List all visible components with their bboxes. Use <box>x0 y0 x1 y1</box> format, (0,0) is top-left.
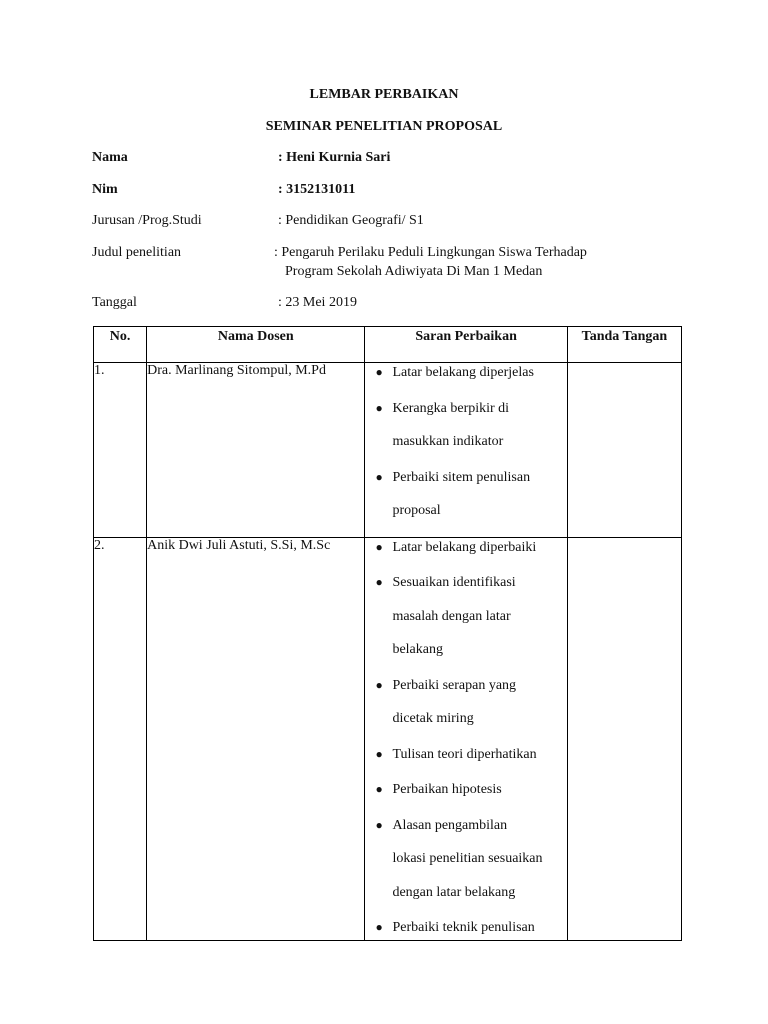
suggestion-item: ● Sesuaikan identifikasi masalah dengan latar belakang <box>375 575 516 657</box>
row-number: 1. <box>94 363 147 538</box>
field-nama-value: : Heni Kurnia Sari <box>278 150 391 165</box>
table-row <box>94 537 682 941</box>
field-nim-label: Nim <box>92 182 118 197</box>
bullet-icon: ● <box>375 469 383 484</box>
field-tanggal-value: : 23 Mei 2019 <box>278 295 357 310</box>
suggestion-list <box>365 363 566 537</box>
signature-cell <box>567 363 681 538</box>
field-tanggal-label: Tanggal <box>92 295 137 310</box>
suggestion-item: ● Perbaikan hipotesis <box>375 782 502 797</box>
suggestion-item: ● Latar belakang diperbaiki <box>375 539 537 555</box>
field-nama <box>92 150 692 170</box>
bullet-icon: ● <box>375 677 383 692</box>
field-judul-value-line1: : Pengaruh Perilaku Peduli Lingkungan Siswa Terhadap <box>274 245 587 260</box>
suggestions-cell <box>365 363 567 538</box>
header-nama-dosen: Nama Dosen <box>147 327 365 363</box>
suggestion-item: ● Kerangka berpikir di masukkan indikator <box>375 400 510 449</box>
field-jurusan <box>92 213 692 233</box>
bullet-icon: ● <box>375 746 383 761</box>
field-jurusan-label: Jurusan /Prog.Studi <box>92 213 202 228</box>
suggestion-item: ● Perbaiki teknik penulisan <box>375 920 535 935</box>
suggestion-item: ● Perbaiki serapan yang dicetak miring <box>375 677 517 726</box>
document-subtitle: SEMINAR PENELITIAN PROPOSAL <box>265 119 503 134</box>
field-nim <box>92 182 692 202</box>
header-tanda-tangan: Tanda Tangan <box>567 327 681 363</box>
bullet-icon: ● <box>375 575 383 589</box>
bullet-icon: ● <box>375 539 383 554</box>
bullet-icon: ● <box>375 782 383 796</box>
lecturer-name: Anik Dwi Juli Astuti, S.Si, M.Sc <box>147 537 365 941</box>
suggestions-cell <box>365 537 567 941</box>
document-title: LEMBAR PERBAIKAN <box>309 87 459 102</box>
bullet-icon: ● <box>375 365 383 379</box>
bullet-icon: ● <box>375 400 383 415</box>
suggestion-item: ● Latar belakang diperjelas <box>375 365 534 380</box>
table-header-row <box>94 327 682 363</box>
field-jurusan-value: : Pendidikan Geografi/ S1 <box>278 213 424 228</box>
header-no: No. <box>94 327 147 363</box>
field-judul <box>92 245 692 285</box>
bullet-icon: ● <box>375 920 383 934</box>
field-nim-value: : 3152131011 <box>278 182 356 197</box>
lecturer-name: Dra. Marlinang Sitompul, M.Pd <box>147 363 365 538</box>
header-saran-perbaikan: Saran Perbaikan <box>365 327 567 363</box>
suggestion-item: ● Perbaiki sitem penulisan proposal <box>375 469 531 518</box>
suggestion-item: ● Tulisan teori diperhatikan <box>375 746 537 762</box>
field-nama-label: Nama <box>92 150 128 165</box>
table-row <box>94 363 682 538</box>
row-number: 2. <box>94 537 147 941</box>
field-tanggal <box>92 295 692 315</box>
signature-cell <box>567 537 681 941</box>
field-judul-value-line2: Program Sekolah Adiwiyata Di Man 1 Medan <box>285 264 543 279</box>
suggestion-list <box>365 538 566 941</box>
field-judul-label: Judul penelitian <box>92 245 182 260</box>
suggestion-item: ● Alasan pengambilan lokasi penelitian sesuaikan dengan latar belakang <box>375 817 543 900</box>
revision-table <box>93 326 682 941</box>
bullet-icon: ● <box>375 817 383 832</box>
